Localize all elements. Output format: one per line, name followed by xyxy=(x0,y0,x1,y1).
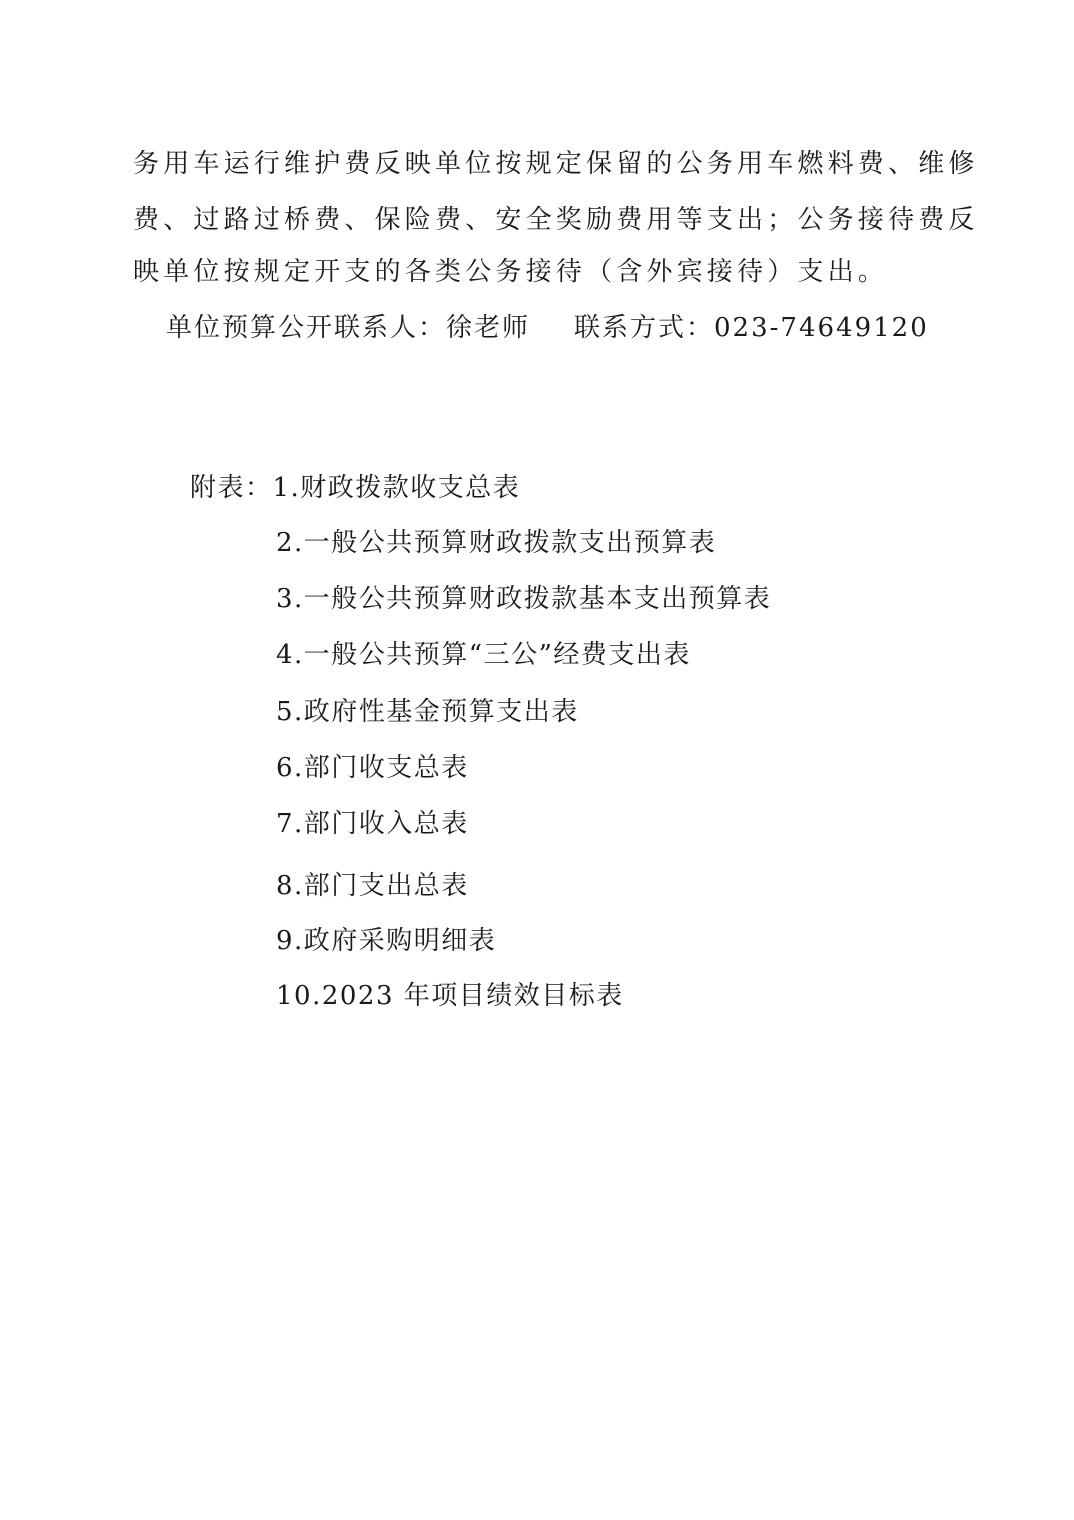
attachment-item-10: 10.2023 年项目绩效目标表 xyxy=(276,981,624,1011)
attachment-item-7: 7.部门收入总表 xyxy=(276,809,469,839)
attachment-item-6: 6.部门收支总表 xyxy=(276,753,469,783)
attachments-title: 附表：1.财政拨款收支总表 xyxy=(190,473,521,503)
contact-phone: 联系方式：023-74649120 xyxy=(574,313,929,343)
attachment-item-3: 3.一般公共预算财政拨款基本支出预算表 xyxy=(276,584,772,614)
attachment-item-9: 9.政府采购明细表 xyxy=(276,926,497,956)
body-text-line-2: 费、过路过桥费、保险费、安全奖励费用等支出；公务接待费反 xyxy=(133,205,979,235)
contact-person: 单位预算公开联系人：徐老师 xyxy=(166,313,531,343)
attachment-item-4: 4.一般公共预算“三公”经费支出表 xyxy=(276,640,691,670)
attachment-item-5: 5.政府性基金预算支出表 xyxy=(276,697,579,727)
attachment-item-8: 8.部门支出总表 xyxy=(276,871,469,901)
body-text-line-3: 映单位按规定开支的各类公务接待（含外宾接待）支出。 xyxy=(133,257,889,287)
attachment-item-2: 2.一般公共预算财政拨款支出预算表 xyxy=(276,528,717,558)
contact-line xyxy=(166,300,929,356)
body-text-line-1: 务用车运行维护费反映单位按规定保留的公务用车燃料费、维修 xyxy=(133,149,979,179)
